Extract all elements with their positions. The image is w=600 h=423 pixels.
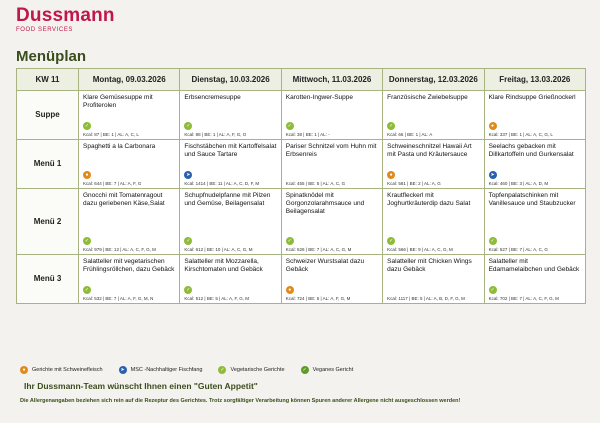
menu-cell [79, 139, 180, 188]
row-label: Menü 3 [17, 254, 79, 303]
menu-cell [79, 188, 180, 254]
dish-icons [184, 286, 194, 294]
dish-name: Salatteller mit vegetarischen Frühlingsröllchen, dazu Gebäck [83, 257, 175, 273]
dish-name: Schweizer Wurstsalat dazu Gebäck [285, 257, 365, 273]
dish-name: Seelachs gebacken mit Dillkartoffeln und Gurkensalat [488, 142, 574, 158]
legend-label: Vegetarische Gerichte [230, 367, 285, 373]
nutrition-info: Kcal: 1414 | BE: 11 | AL: A, C, D, F, M [184, 180, 260, 186]
dish-icons [83, 286, 93, 294]
nutrition-info: Kcal: 38 | BE: 1 | AL: - [285, 131, 330, 137]
legend-item [301, 366, 354, 374]
legend-item [119, 366, 203, 374]
nutrition-info: Kcal: 566 | BE: 9 | AL: A, C, G, M [387, 246, 453, 252]
vegetarian-icon: ✓ [220, 367, 225, 373]
greeting: Ihr Dussmann-Team wünscht Ihnen einen "Guten Appetit" [24, 381, 258, 391]
menu-cell [180, 139, 281, 188]
dish-icons [489, 122, 499, 130]
pork-icon: ● [83, 171, 91, 179]
dish-name: Salatteller mit Edamamelaibchen und Gebäck [488, 257, 580, 273]
menu-cell [281, 139, 382, 188]
row-label: Menü 2 [17, 188, 79, 254]
day-header: Montag, 09.03.2026 [79, 69, 180, 91]
vegetarian-icon: ✓ [490, 237, 495, 244]
menu-row [17, 254, 586, 303]
dish-name: Salatteller mit Mozzarella, Kirschtomaten und Gebäck [184, 257, 263, 273]
nutrition-info: Kcal: 979 | BE: 12 | AL: A, C, F, G, M [83, 246, 156, 252]
pork-icon: ● [489, 122, 497, 130]
vegetarian-icon: ✓ [186, 122, 191, 129]
menu-cell [281, 188, 382, 254]
brand-name: Dussmann [16, 5, 115, 26]
vegan-icon: ✓ [302, 367, 307, 373]
menu-body [17, 91, 586, 304]
vegetarian-icon: ✓ [186, 287, 191, 293]
menu-cell [484, 139, 585, 188]
week-header: KW 11 [17, 69, 79, 91]
vegetarian-icon: ✓ [84, 287, 90, 293]
dish-name: Krautfleckerl mit Joghurtkräuterdip dazu Salat [387, 191, 471, 207]
menu-row [17, 91, 586, 140]
legend-label: MSC -Nachhaltiger Fischfang [130, 367, 203, 373]
dish-icons [83, 237, 93, 245]
dish-name: Pariser Schnitzel vom Huhn mit Erbsenreis [285, 142, 377, 158]
fish-icon: ➤ [186, 171, 191, 178]
dish-name: Salatteller mit Chicken Wings dazu Gebäck [387, 257, 472, 273]
nutrition-info: Kcal: 612 | BE: 10 | AL: A, C, G, M [184, 246, 253, 252]
dish-icons [387, 237, 397, 245]
dish-name: Erbsencremesuppe [184, 94, 241, 101]
menu-table [16, 68, 586, 304]
brand-logo [16, 6, 115, 33]
nutrition-info: Kcal: 512 | BE: 5 | AL: A, F, G, M [184, 296, 250, 301]
menu-cell [484, 188, 585, 254]
dish-name: Klare Gemüsesuppe mit Profiterolen [83, 94, 153, 109]
vegetarian-icon: ✓ [287, 122, 292, 129]
fish-icon: ➤ [120, 367, 125, 373]
dish-name: Klare Rindsuppe Grießnockerl [488, 94, 576, 101]
vegetarian-icon: ✓ [186, 237, 191, 244]
nutrition-info: Kcal: 581 | BE: 2 | AL: A, G [387, 180, 441, 186]
menu-cell [180, 91, 281, 140]
dish-icons [83, 171, 93, 179]
dish-name: Schweineschnitzel Hawaii Art mit Pasta und Kräutersauce [387, 142, 472, 158]
pork-icon: ● [387, 171, 395, 179]
dish-icons [286, 122, 296, 130]
nutrition-info: Kcal: 87 | BE: 1 | AL: A, C, L [83, 131, 139, 137]
dish-icons [489, 237, 499, 245]
nutrition-info: Kcal: 527 | BE: 7 | AL: A, C, G [488, 246, 548, 252]
menu-cell [281, 91, 382, 140]
legend-label: Gerichte mit Schweinefleisch [32, 367, 103, 373]
nutrition-info: Kcal: 337 | BE: 1 | AL: A, C, G, L [488, 131, 553, 137]
dish-icons [387, 171, 397, 179]
dish-icons [184, 237, 194, 245]
menu-row [17, 188, 586, 254]
dish-icons [286, 286, 296, 294]
dish-icons [489, 286, 499, 294]
nutrition-info: Kcal: 724 | BE: 5 | AL: A, F, G, M [285, 296, 351, 301]
dish-name: Französische Zwiebelsuppe [387, 94, 468, 101]
nutrition-info: Kcal: 644 | BE: 7 | AL: A, F, G [83, 180, 142, 186]
dish-name: Spaghetti a la Carbonara [83, 142, 156, 150]
menu-cell [180, 188, 281, 254]
nutrition-info: Kcal: 460 | BE: 3 | AL: A, D, M [488, 180, 549, 186]
row-label: Suppe [17, 91, 79, 140]
legend [20, 365, 369, 375]
vegetarian-icon: ✓ [389, 122, 394, 129]
page-title: Menüplan [16, 48, 86, 65]
dish-icons [387, 122, 397, 130]
allergen-note: Die Allergenangaben beziehen sich rein auf die Rezeptur des Gerichtes. Trotz sorgfältiger Verarbeitung können Spuren anderer Allergene nicht ausgeschlossen werden! [20, 398, 461, 404]
menu-row [17, 139, 586, 188]
dish-icons [286, 237, 296, 245]
row-label: Menü 1 [17, 139, 79, 188]
menu-cell [79, 91, 180, 140]
menu-cell [383, 188, 484, 254]
vegetarian-icon: ✓ [389, 237, 394, 244]
dish-name: Fischstäbchen mit Kartoffelsalat und Sauce Tartare [184, 142, 277, 158]
nutrition-info: Kcal: 532 | BE: 7 | AL: A, F, G, M, N [83, 296, 154, 301]
day-header: Mittwoch, 11.03.2026 [281, 69, 382, 91]
vegetarian-icon: ✓ [287, 237, 292, 244]
pork-icon: ● [20, 366, 28, 374]
menu-cell [281, 254, 382, 303]
menu-cell [180, 254, 281, 303]
dish-name: Gnocchi mit Tomatenragout dazu geriebenen Käse,Salat [83, 191, 165, 207]
day-header: Dienstag, 10.03.2026 [180, 69, 281, 91]
dish-name: Schupfnudelpfanne mit Pilzen und Gemüse, Beilagensalat [184, 191, 271, 207]
nutrition-info: Kcal: 702 | BE: 7 | AL: A, C, F, G, M [488, 296, 559, 301]
day-header: Donnerstag, 12.03.2026 [383, 69, 484, 91]
vegetarian-icon: ✓ [84, 237, 90, 244]
dish-name: Spinatknödel mit Gorgonzolarahmsauce und Beilagensalat [285, 191, 365, 215]
dish-icons [184, 171, 194, 179]
menu-cell [79, 254, 180, 303]
nutrition-info: Kcal: 88 | BE: 1 | AL: A, F, G, O [184, 131, 247, 137]
header-row [17, 69, 586, 91]
vegetarian-icon: ✓ [84, 122, 90, 129]
menu-cell [484, 91, 585, 140]
legend-label: Veganes Gericht [312, 367, 354, 373]
dish-icons [489, 171, 499, 179]
dish-name: Karotten-Ingwer-Suppe [285, 94, 353, 101]
legend-item [218, 366, 284, 374]
dish-name: Topfenpalatschinken mit Vanillesauce und Staubzucker [488, 191, 576, 207]
nutrition-info: Kcal: 66 | BE: 1 | AL: A [387, 131, 433, 137]
legend-item [20, 366, 103, 374]
nutrition-info: Kcal: 1117 | BE: 5 | AL: A, B, D, F, G, M [387, 296, 465, 301]
brand-subtitle: FOOD SERVICES [16, 27, 74, 33]
menu-cell [383, 91, 484, 140]
dish-icons [184, 122, 194, 130]
menu-cell [383, 139, 484, 188]
pork-icon: ● [286, 286, 294, 294]
vegetarian-icon: ✓ [490, 287, 495, 293]
nutrition-info: Kcal: 455 | BE: 5 | AL: A, C, G [285, 180, 346, 186]
day-header: Freitag, 13.03.2026 [484, 69, 585, 91]
fish-icon: ➤ [490, 171, 495, 178]
nutrition-info: Kcal: 626 | BE: 7 | AL: A, C, G, M [285, 246, 352, 252]
menu-cell [484, 254, 585, 303]
dish-icons [83, 122, 93, 130]
menu-cell [383, 254, 484, 303]
